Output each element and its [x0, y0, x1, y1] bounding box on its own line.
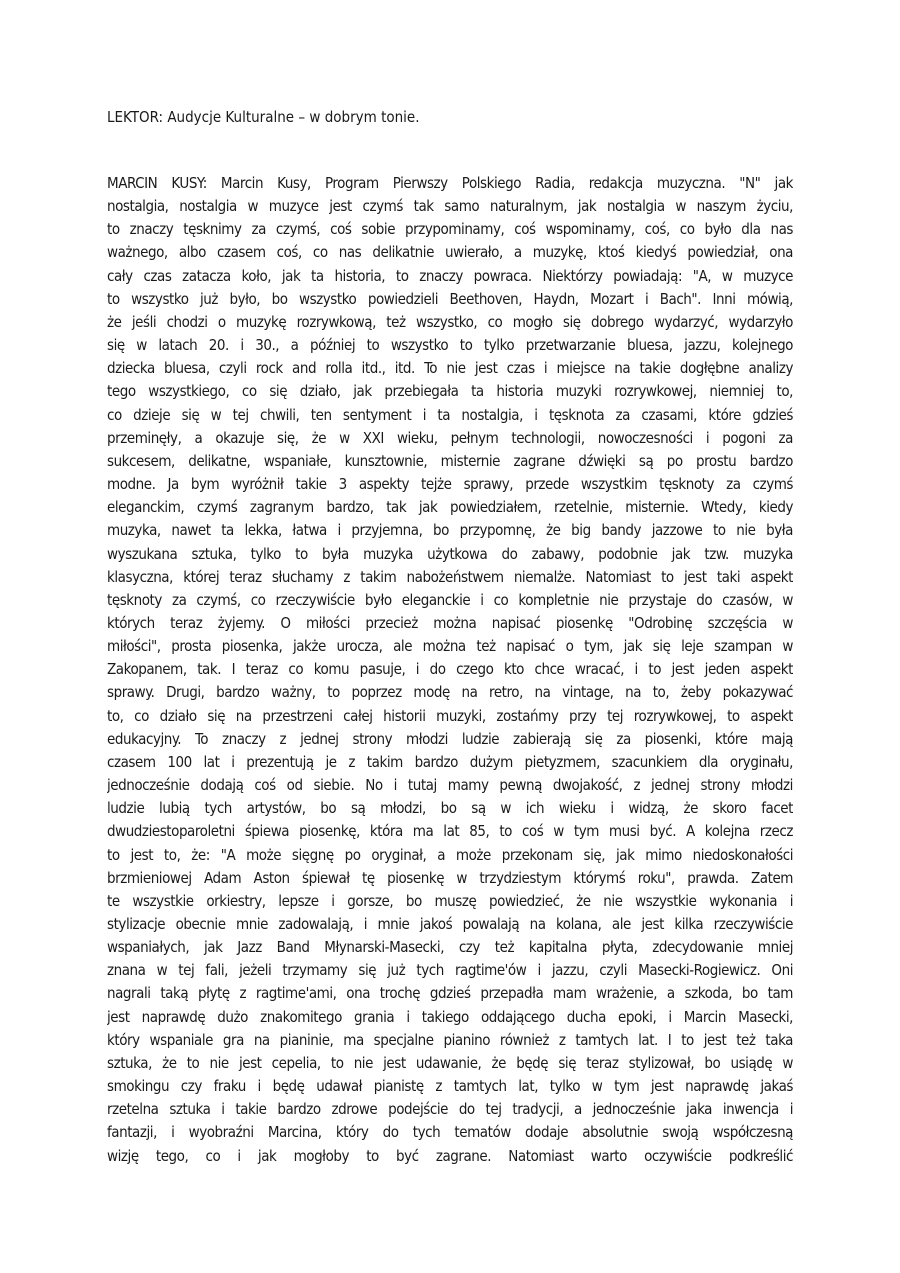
paragraph-line: modne. Ja bym wyróżnił takie 3 aspekty tejże sprawy, przede wszystkim tęsknoty za czymś: [107, 475, 793, 494]
speaker-paragraph: [107, 172, 793, 1168]
paragraph-line: te wszystkie orkiestry, lepsze i gorsze, bo muszę powiedzieć, że nie wszystkie wykonania i: [107, 891, 793, 910]
paragraph-line: czasem 100 lat i prezentują je z takim bardzo dużym pietyzmem, szacunkiem dla oryginału,: [107, 752, 793, 771]
paragraph-line: smokingu czy fraku i będę udawał pianistę z tamtych lat, tylko w tym jest naprawdę jakaś: [107, 1077, 793, 1096]
paragraph-line: to znaczy tęsknimy za czymś, coś sobie przypominamy, coś wspominamy, coś, co było dla nas: [107, 220, 793, 239]
paragraph-line: przeminęły, a okazuje się, że w XXI wieku, pełnym technologii, nowoczesności i pogoni za: [107, 428, 793, 447]
paragraph-line: znana w tej fali, jeżeli trzymamy się już tych ragtime'ów i jazzu, czyli Masecki-Rogiewicz. Oni: [107, 961, 793, 980]
paragraph-line: sprawy. Drugi, bardzo ważny, to poprzez modę na retro, na vintage, na to, żeby pokazywać: [107, 683, 793, 702]
paragraph-line: wspaniałych, jak Jazz Band Młynarski-Masecki, czy też kapitalna płyta, zdecydowanie mniej: [107, 938, 793, 957]
paragraph-line: których teraz żyjemy. O miłości przecież można napisać piosenkę "Odrobinę szczęścia w: [107, 613, 793, 632]
paragraph-line: ludzie lubią tych artystów, bo są młodzi, bo są w ich wieku i widzą, że skoro facet: [107, 799, 793, 818]
paragraph-line: wyszukana sztuka, tylko to była muzyka użytkowa do zabawy, podobnie jak tzw. muzyka: [107, 544, 793, 563]
paragraph-line: sztuka, że to nie jest cepelia, to nie jest udawanie, że będę się teraz stylizował, bo usiądę w: [107, 1053, 793, 1072]
paragraph-line: klasyczna, której teraz słuchamy z takim nabożeństwem niemalże. Natomiast to jest taki aspekt: [107, 567, 793, 586]
paragraph-line: fantazji, i wyobraźni Marcina, który do tych tematów dodaje absolutnie swoją współczesną: [107, 1123, 793, 1142]
paragraph-line: wizję tego, co i jak mogłoby to być zagrane. Natomiast warto oczywiście podkreślić: [107, 1146, 793, 1165]
paragraph-line: cały czas zatacza koło, jak ta historia, to znaczy powraca. Niektórzy powiadają: "A, w muzyce: [107, 266, 793, 285]
paragraph-line: stylizacje obecnie mnie zadowalają, i mnie jakoś powalają na kolana, ale jest kilka rzeczywiście: [107, 915, 793, 933]
paragraph-line: brzmieniowej Adam Aston śpiewał tę piosenkę w trzydziestym którymś roku", prawda. Zatem: [107, 868, 793, 887]
paragraph-line: rzetelna sztuka i takie bardzo zdrowe podejście do tej tradycji, a jednocześnie jaka inwencja i: [107, 1100, 793, 1119]
paragraph-line: dziecka bluesa, czyli rock and rolla itd., itd. To nie jest czas i miejsce na takie dogłębne analizy: [107, 359, 793, 378]
lector-line: LEKTOR: Audycje Kulturalne – w dobrym tonie.: [107, 108, 420, 126]
paragraph-line: jednocześnie dodają coś od siebie. No i tutaj mamy pewną dwojakość, z jednej strony młodzi: [107, 776, 793, 795]
paragraph-line: miłości", prosta piosenka, jakże urocza, ale można też napisać o tym, jak się leje szampan w: [107, 637, 793, 656]
paragraph-line: MARCIN KUSY: Marcin Kusy, Program Pierwszy Polskiego Radia, redakcja muzyczna. "N" jak: [107, 174, 793, 192]
paragraph-line: sukcesem, delikatne, wspaniałe, kunsztownie, misternie zagrane dźwięki są po prostu bardzo: [107, 451, 793, 470]
paragraph-line: to jest to, że: "A może sięgnę po oryginał, a może przekonam się, jak mimo niedoskonałości: [107, 845, 793, 864]
paragraph-line: eleganckim, czymś zagranym bardzo, tak jak powiedziałem, rzetelnie, misternie. Wtedy, kiedy: [107, 498, 793, 517]
paragraph-line: muzyka, nawet ta lekka, łatwa i przyjemna, bo przypomnę, że big bandy jazzowe to nie była: [107, 521, 793, 540]
paragraph-line: co dzieje się w tej chwili, ten sentyment i ta nostalgia, i tęsknota za czasami, które gdzieś: [107, 405, 793, 424]
paragraph-line: tego wszystkiego, co się działo, jak przebiegała ta historia muzyki rozrywkowej, niemniej to,: [107, 382, 793, 401]
paragraph-line: jest naprawdę dużo znakomitego grania i takiego oddającego ducha epoki, i Marcin Masecki,: [107, 1007, 793, 1026]
paragraph-line: ważnego, albo czasem coś, co nas delikatnie uwierało, a muzykę, ktoś kiedyś powiedział, ona: [107, 243, 793, 262]
paragraph-line: dwudziestoparoletni śpiewa piosenkę, która ma lat 85, to coś w tym musi być. A kolejna rzecz: [107, 822, 793, 841]
paragraph-line: który wspaniale gra na pianinie, ma specjalne pianino również z tamtych lat. I to jest też taka: [107, 1030, 793, 1049]
paragraph-line: się w latach 20. i 30., a później to wszystko to tylko przetwarzanie bluesa, jazzu, kolejnego: [107, 336, 793, 355]
paragraph-line: to wszystko już było, bo wszystko powiedzieli Beethoven, Haydn, Mozart i Bach". Inni mówią,: [107, 289, 793, 308]
paragraph-line: to, co działo się na przestrzeni całej historii muzyki, zostańmy przy tej rozrywkowej, to aspekt: [107, 706, 793, 725]
paragraph-line: edukacyjny. To znaczy z jednej strony młodzi ludzie zabierają się za piosenki, które mają: [107, 729, 793, 748]
paragraph-line: Zakopanem, tak. I teraz co komu pasuje, i do czego kto chce wracać, i to jest jeden aspekt: [107, 660, 793, 679]
paragraph-line: nagrali taką płytę z ragtime'ami, ona trochę gdzieś przepadła mam wrażenie, a szkoda, bo tam: [107, 984, 793, 1003]
paragraph-line: że jeśli chodzi o muzykę rozrywkową, też wszystko, co mogło się dobrego wydarzyć, wydarzyło: [107, 312, 793, 331]
paragraph-line: nostalgia, nostalgia w muzyce jest czymś tak samo naturalnym, jak nostalgia w naszym życiu,: [107, 197, 793, 216]
paragraph-line: tęsknoty za czymś, co rzeczywiście było eleganckie i co kompletnie nie przystaje do czasów, w: [107, 590, 793, 609]
